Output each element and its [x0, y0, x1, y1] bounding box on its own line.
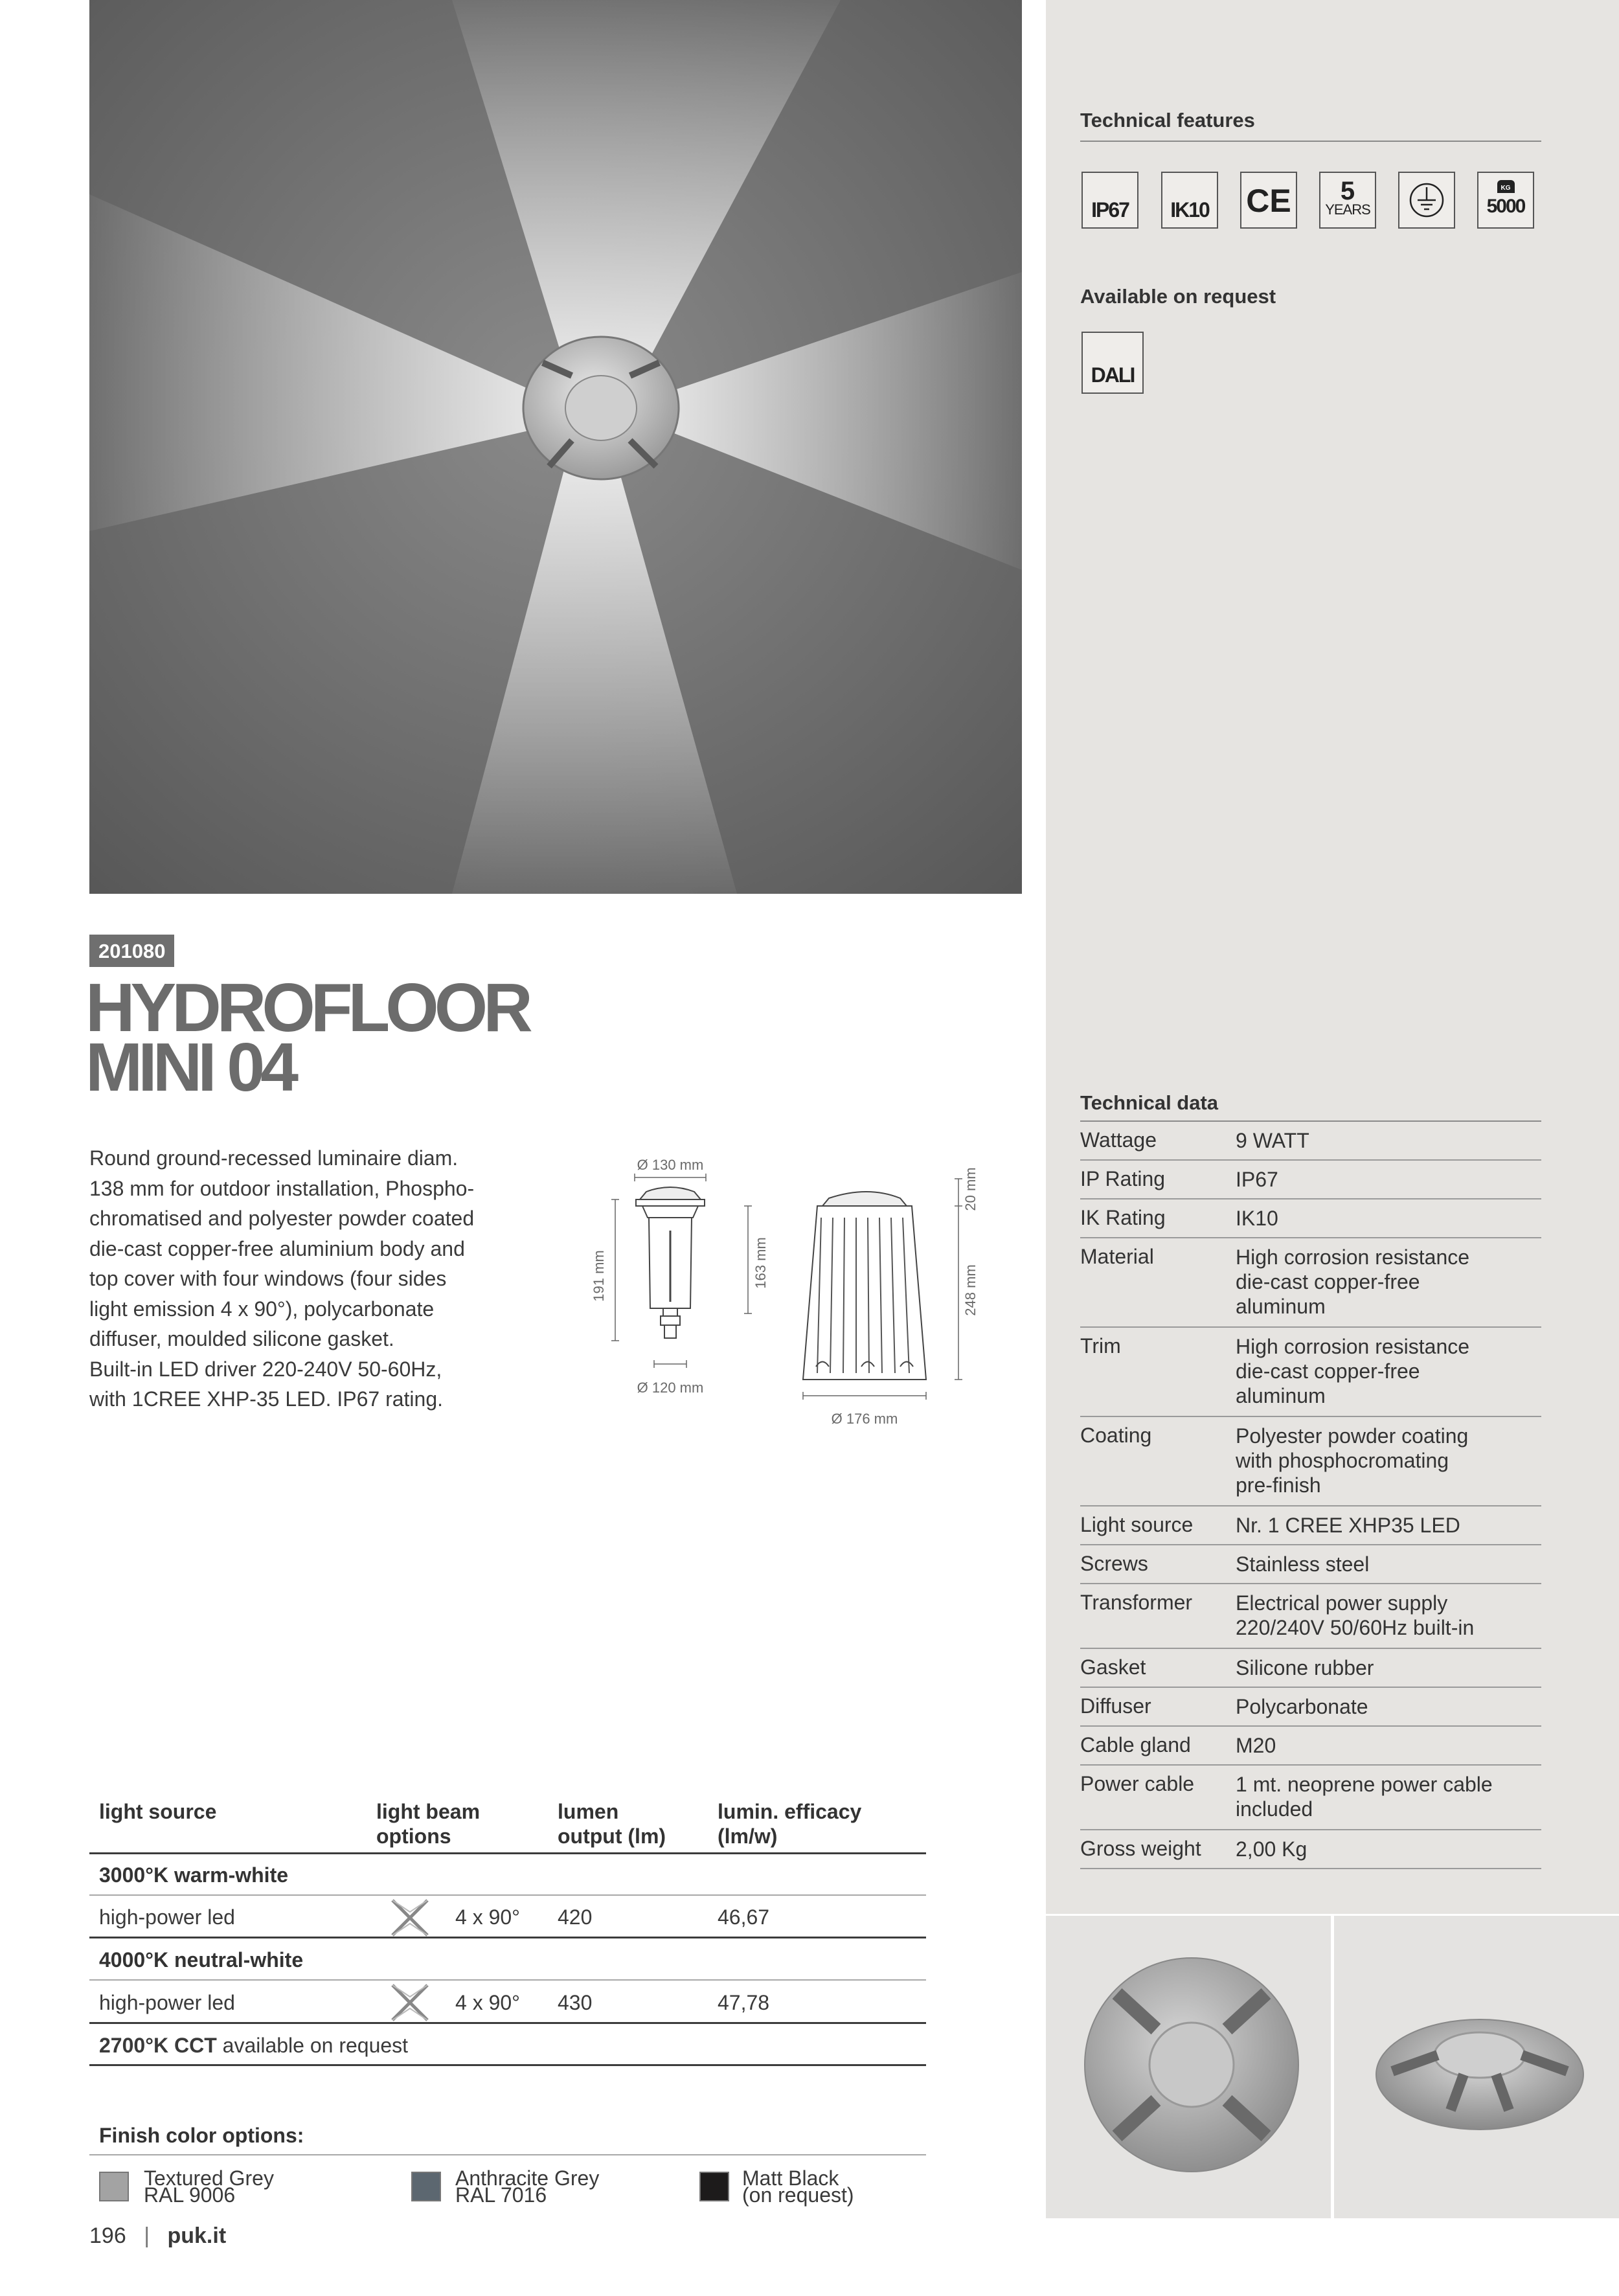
- tech-value-line: aluminum: [1236, 1295, 1326, 1318]
- finish-label-anthracite-grey: [455, 2166, 600, 2207]
- finish-line: Textured Grey: [144, 2166, 274, 2190]
- tech-value-line: with phosphocromating: [1236, 1449, 1449, 1472]
- description-line: top cover with four windows (four sides: [89, 1267, 447, 1290]
- tech-row-ip-rating: [1080, 1161, 1541, 1199]
- footer: [89, 2223, 226, 2249]
- tech-value-line: Electrical power supply: [1236, 1591, 1448, 1615]
- description-line: 138 mm for outdoor installation, Phospho-: [89, 1176, 475, 1200]
- tech-value: [1236, 1424, 1468, 1497]
- ground-symbol-icon: [1398, 172, 1455, 229]
- finish-label-matt-black: [742, 2166, 854, 2207]
- finish-line: RAL 7016: [455, 2183, 547, 2207]
- col-header-lumen: [558, 1799, 666, 1848]
- table-rule: [89, 2154, 926, 2155]
- dim-191: 191 mm: [591, 1250, 607, 1302]
- tech-row-trim: [1080, 1328, 1541, 1417]
- row1-lumen: 420: [558, 1905, 593, 1929]
- page-number: 196: [89, 2223, 126, 2248]
- load-value: 5000: [1486, 196, 1525, 217]
- row2-efficacy: 47,78: [718, 1991, 770, 2014]
- tech-value-line: Nr. 1 CREE XHP35 LED: [1236, 1514, 1460, 1537]
- tech-value: [1236, 1245, 1469, 1319]
- finish-line: (on request): [742, 2183, 854, 2207]
- tech-value-line: M20: [1236, 1734, 1276, 1757]
- tech-value: [1236, 1513, 1460, 1538]
- tech-value-line: die-cast copper-free: [1236, 1359, 1420, 1383]
- available-on-request-title: Available on request: [1080, 285, 1276, 308]
- tech-value-line: Silicone rubber: [1236, 1656, 1374, 1679]
- tech-key: Wattage: [1080, 1128, 1157, 1152]
- product-photo-top: [1046, 1916, 1331, 2218]
- tech-row-screws: [1080, 1545, 1541, 1584]
- tech-row-cable-gland: [1080, 1727, 1541, 1766]
- tech-value-line: High corrosion resistance: [1236, 1245, 1470, 1269]
- row2-lumen: 430: [558, 1991, 593, 2014]
- header-line: light beam: [376, 1800, 481, 1823]
- header-line: lumen: [558, 1800, 619, 1823]
- col-header-beam: [376, 1799, 480, 1848]
- tech-value-line: IP67: [1236, 1168, 1278, 1191]
- warranty-years-label: YEARS: [1325, 201, 1370, 218]
- table-rule: [89, 2022, 926, 2024]
- tech-key: IK Rating: [1080, 1206, 1166, 1229]
- weight-icon: KG: [1497, 180, 1515, 193]
- row2-beam: 4 x 90°: [455, 1991, 520, 2014]
- col-header-efficacy: [718, 1799, 861, 1848]
- tech-row-ik-rating: [1080, 1199, 1541, 1238]
- tech-row-material: [1080, 1238, 1541, 1328]
- ik10-badge: IK10: [1161, 172, 1218, 229]
- finish-line: Anthracite Grey: [455, 2166, 600, 2190]
- header-line: output (lm): [558, 1824, 666, 1848]
- header-line: options: [376, 1824, 451, 1848]
- dim-diam-120: Ø 120 mm: [637, 1380, 704, 1396]
- table-rule: [89, 1894, 926, 1896]
- tech-value-line: 9 WATT: [1236, 1129, 1309, 1152]
- table-rule: [89, 1937, 926, 1938]
- site-link[interactable]: puk.it: [167, 2223, 227, 2248]
- table-rule: [89, 1852, 926, 1854]
- header-line: lumin. efficacy: [718, 1800, 862, 1823]
- divider: [1080, 141, 1541, 142]
- tech-value-line: die-cast copper-free: [1236, 1270, 1420, 1293]
- tech-key: Transformer: [1080, 1591, 1193, 1614]
- product-title-line2: MINI 04: [85, 1029, 295, 1106]
- tech-value: [1236, 1334, 1469, 1408]
- dim-248: 248 mm: [962, 1264, 979, 1316]
- description-line: die-cast copper-free aluminium body and: [89, 1236, 465, 1260]
- tech-key: Coating: [1080, 1424, 1152, 1447]
- row1-source: high-power led: [99, 1905, 235, 1929]
- group-4000k: 4000°K neutral-white: [99, 1948, 304, 1972]
- cct-note-bold: 2700°K CCT: [99, 2034, 217, 2057]
- row1-beam: 4 x 90°: [455, 1905, 520, 1929]
- tech-value-line: High corrosion resistance: [1236, 1335, 1470, 1358]
- tech-key: Screws: [1080, 1552, 1148, 1575]
- warranty-badge: [1319, 172, 1376, 229]
- tech-value: [1236, 1591, 1474, 1640]
- tech-value: [1236, 1655, 1374, 1680]
- dim-diam-130: Ø 130 mm: [637, 1157, 704, 1173]
- cct-note: [99, 2034, 408, 2058]
- ce-mark-icon: CE: [1240, 172, 1297, 229]
- product-title: [85, 970, 528, 1106]
- dim-163: 163 mm: [753, 1237, 769, 1289]
- tech-value-line: Polyester powder coating: [1236, 1424, 1469, 1448]
- ip67-badge: IP67: [1081, 172, 1138, 229]
- tech-value: [1236, 1128, 1309, 1153]
- dim-20: 20 mm: [962, 1167, 979, 1211]
- group-3000k: 3000°K warm-white: [99, 1863, 289, 1887]
- technical-data-title: Technical data: [1080, 1091, 1219, 1114]
- tech-key: Material: [1080, 1245, 1154, 1268]
- tech-row-wattage: [1080, 1122, 1541, 1161]
- tech-value: [1236, 1206, 1278, 1231]
- table-rule: [89, 1979, 926, 1981]
- tech-value: [1236, 1733, 1276, 1758]
- tech-key: Diffuser: [1080, 1694, 1151, 1718]
- description-line: Built-in LED driver 220-240V 50-60Hz,: [89, 1357, 442, 1381]
- description-line: Round ground-recessed luminaire diam.: [89, 1146, 459, 1170]
- load-5000kg-badge: [1477, 172, 1534, 229]
- product-code: 201080: [89, 935, 174, 967]
- swatch-anthracite-grey: [411, 2172, 441, 2201]
- dim-diam-176: Ø 176 mm: [831, 1411, 898, 1427]
- tech-key: Power cable: [1080, 1772, 1195, 1795]
- tech-value-line: 2,00 Kg: [1236, 1837, 1308, 1861]
- beam-4x90-icon: [390, 1898, 430, 1938]
- tech-value: [1236, 1772, 1493, 1821]
- product-description: [89, 1143, 543, 1415]
- tech-value: [1236, 1694, 1368, 1719]
- tech-value-line: included: [1236, 1797, 1313, 1821]
- tech-row-light-source: [1080, 1506, 1541, 1545]
- hero-photo: [89, 0, 1022, 894]
- tech-value-line: Polycarbonate: [1236, 1695, 1368, 1718]
- header-line: (lm/w): [718, 1824, 778, 1848]
- technical-features-title: Technical features: [1080, 109, 1255, 131]
- tech-key: Trim: [1080, 1334, 1121, 1358]
- tech-value-line: 220/240V 50/60Hz built-in: [1236, 1616, 1475, 1639]
- tech-key: Gross weight: [1080, 1837, 1201, 1860]
- tech-value: [1236, 1837, 1307, 1861]
- row1-efficacy: 46,67: [718, 1905, 770, 1929]
- cct-note-rest: available on request: [222, 2034, 409, 2057]
- finish-line: RAL 9006: [144, 2183, 236, 2207]
- finish-title: Finish color options:: [99, 2124, 304, 2147]
- tech-row-diffuser: [1080, 1688, 1541, 1727]
- tech-key: Cable gland: [1080, 1733, 1191, 1756]
- tech-value-line: pre-finish: [1236, 1473, 1321, 1497]
- description-line: light emission 4 x 90°), polycarbonate: [89, 1297, 435, 1321]
- tech-row-transformer: [1080, 1584, 1541, 1649]
- tech-value: [1236, 1167, 1278, 1192]
- warranty-years-number: 5: [1340, 177, 1355, 205]
- dali-badge: DALI: [1081, 332, 1144, 394]
- tech-value: [1236, 1552, 1369, 1576]
- footer-separator: |: [144, 2223, 150, 2248]
- col-header-source: light source: [99, 1800, 217, 1823]
- tech-value-line: aluminum: [1236, 1384, 1326, 1407]
- description-line: diffuser, moulded silicone gasket.: [89, 1327, 394, 1350]
- tech-key: Light source: [1080, 1513, 1194, 1536]
- tech-value-line: 1 mt. neoprene power cable: [1236, 1773, 1493, 1796]
- tech-key: Gasket: [1080, 1655, 1146, 1679]
- tech-key: IP Rating: [1080, 1167, 1166, 1190]
- tech-value-line: Stainless steel: [1236, 1552, 1370, 1576]
- product-photo-angled: [1334, 1916, 1619, 2218]
- swatch-textured-grey: [99, 2172, 129, 2201]
- finish-label-textured-grey: [144, 2166, 274, 2207]
- technical-drawing: [576, 1146, 997, 1438]
- description-line: with 1CREE XHP-35 LED. IP67 rating.: [89, 1387, 444, 1411]
- finish-line: Matt Black: [742, 2166, 839, 2190]
- table-rule: [89, 2064, 926, 2066]
- description-line: chromatised and polyester powder coated: [89, 1207, 475, 1230]
- row2-source: high-power led: [99, 1991, 235, 2014]
- tech-row-gasket: [1080, 1649, 1541, 1688]
- beam-4x90-icon: [390, 1983, 430, 2023]
- tech-row-gross-weight: [1080, 1830, 1541, 1869]
- tech-value-line: IK10: [1236, 1207, 1278, 1230]
- tech-row-power-cable: [1080, 1766, 1541, 1830]
- swatch-matt-black: [699, 2172, 729, 2201]
- tech-row-coating: [1080, 1417, 1541, 1506]
- product-title-line1: HYDROFLOOR: [85, 970, 528, 1046]
